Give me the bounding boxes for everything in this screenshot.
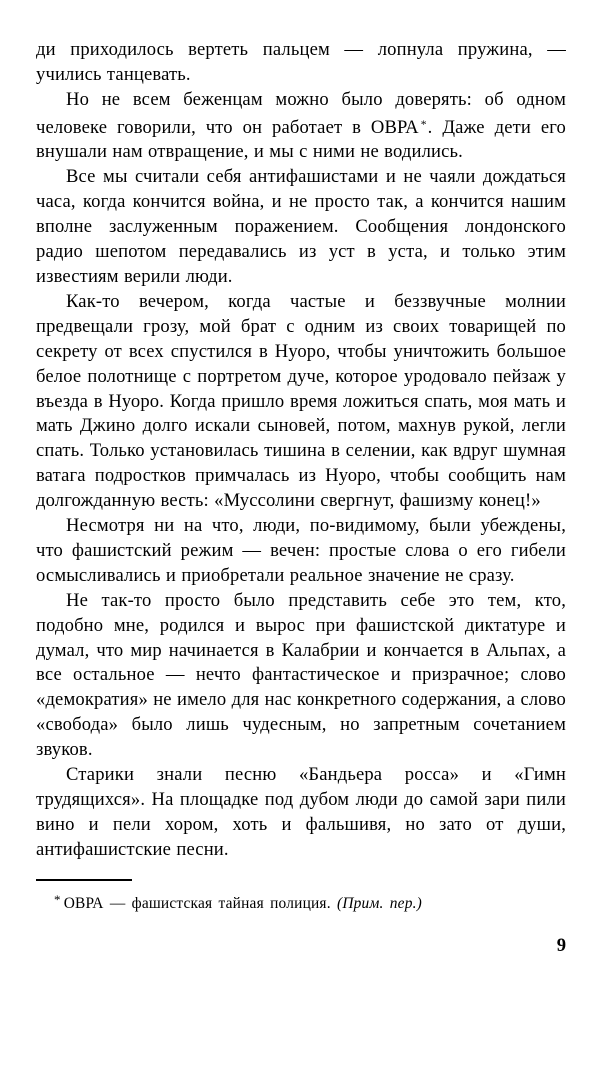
paragraph: Все мы считали себя антифашистами и не чаяли дождаться часа, когда кончится война, и не просто так, а кончится нашим вполне заслуженным поражением. Сообщения лондонского радио шепотом передавались из уст в уста, и только этим известиям верили люди.	[36, 166, 566, 287]
page-number: 9	[556, 935, 566, 956]
paragraph-continuation: ди приходилось вертеть пальцем — лопнула пружина, — учились танцевать.	[36, 39, 566, 85]
footnote-entry	[36, 890, 566, 914]
footnote-reference-marker[interactable]: *	[420, 118, 427, 131]
paragraph-with-footnote-reference	[36, 88, 566, 166]
footnote-marker: *	[54, 892, 61, 907]
paragraph: Несмотря ни на что, люди, по-видимому, были убеждены, что фашистский режим — вечен: простые слова о его гибели осмысливались и приобретали реальное значение не сразу.	[36, 515, 566, 586]
paragraph-text-before-footnote: Но не всем беженцам можно было доверять: об одном человеке говорили, что он работает в ОВРА	[36, 88, 566, 138]
body-text-block	[36, 38, 566, 863]
paragraph-text-after-footnote: . Даже дети его внушали нам отвращение, и мы с ними не водились.	[36, 116, 566, 163]
paragraph: Не так-то просто было представить себе это тем, кто, подобно мне, родился и вырос при фашистской диктатуре и думал, что мир начинается в Калабрии и кончается в Альпах, а все остальное — нечто фантастическое и призрачное; слово «демократия» не имело для нас конкретного содержания, а слово «свобода» было лишь чудесным, но запретным сочетанием звуков.	[36, 589, 566, 761]
footnote-body-text: ОВРА — фашистская тайная полиция.	[63, 894, 331, 912]
footnote-attribution: (Прим. пер.)	[337, 894, 422, 912]
footnote-separator-rule	[36, 879, 132, 881]
footnote-area	[36, 879, 566, 914]
paragraph: Как-то вечером, когда частые и беззвучные молнии предвещали грозу, мой брат с одним из своих товарищей по секрету от всех спустился в Нуоро, чтобы уничтожить большое белое полотнище с портретом дуче, которое уродовало пейзаж у въезда в Нуоро. Когда пришло время ложиться спать, моя мать и мать Джино долго искали сыновей, потом, махнув рукой, легли спать. Только установилась тишина в селении, как вдруг шумная ватага подростков примчалась из Нуоро, чтобы сообщить нам долгожданную весть: «Муссолини свергнут, фашизму конец!»	[36, 290, 566, 512]
paragraph: Старики знали песню «Бандьера росса» и «Гимн трудящихся». На площадке под дубом люди до самой зари пили вино и пели хором, хоть и фальшивя, но зато от души, антифашистские песни.	[36, 764, 566, 860]
